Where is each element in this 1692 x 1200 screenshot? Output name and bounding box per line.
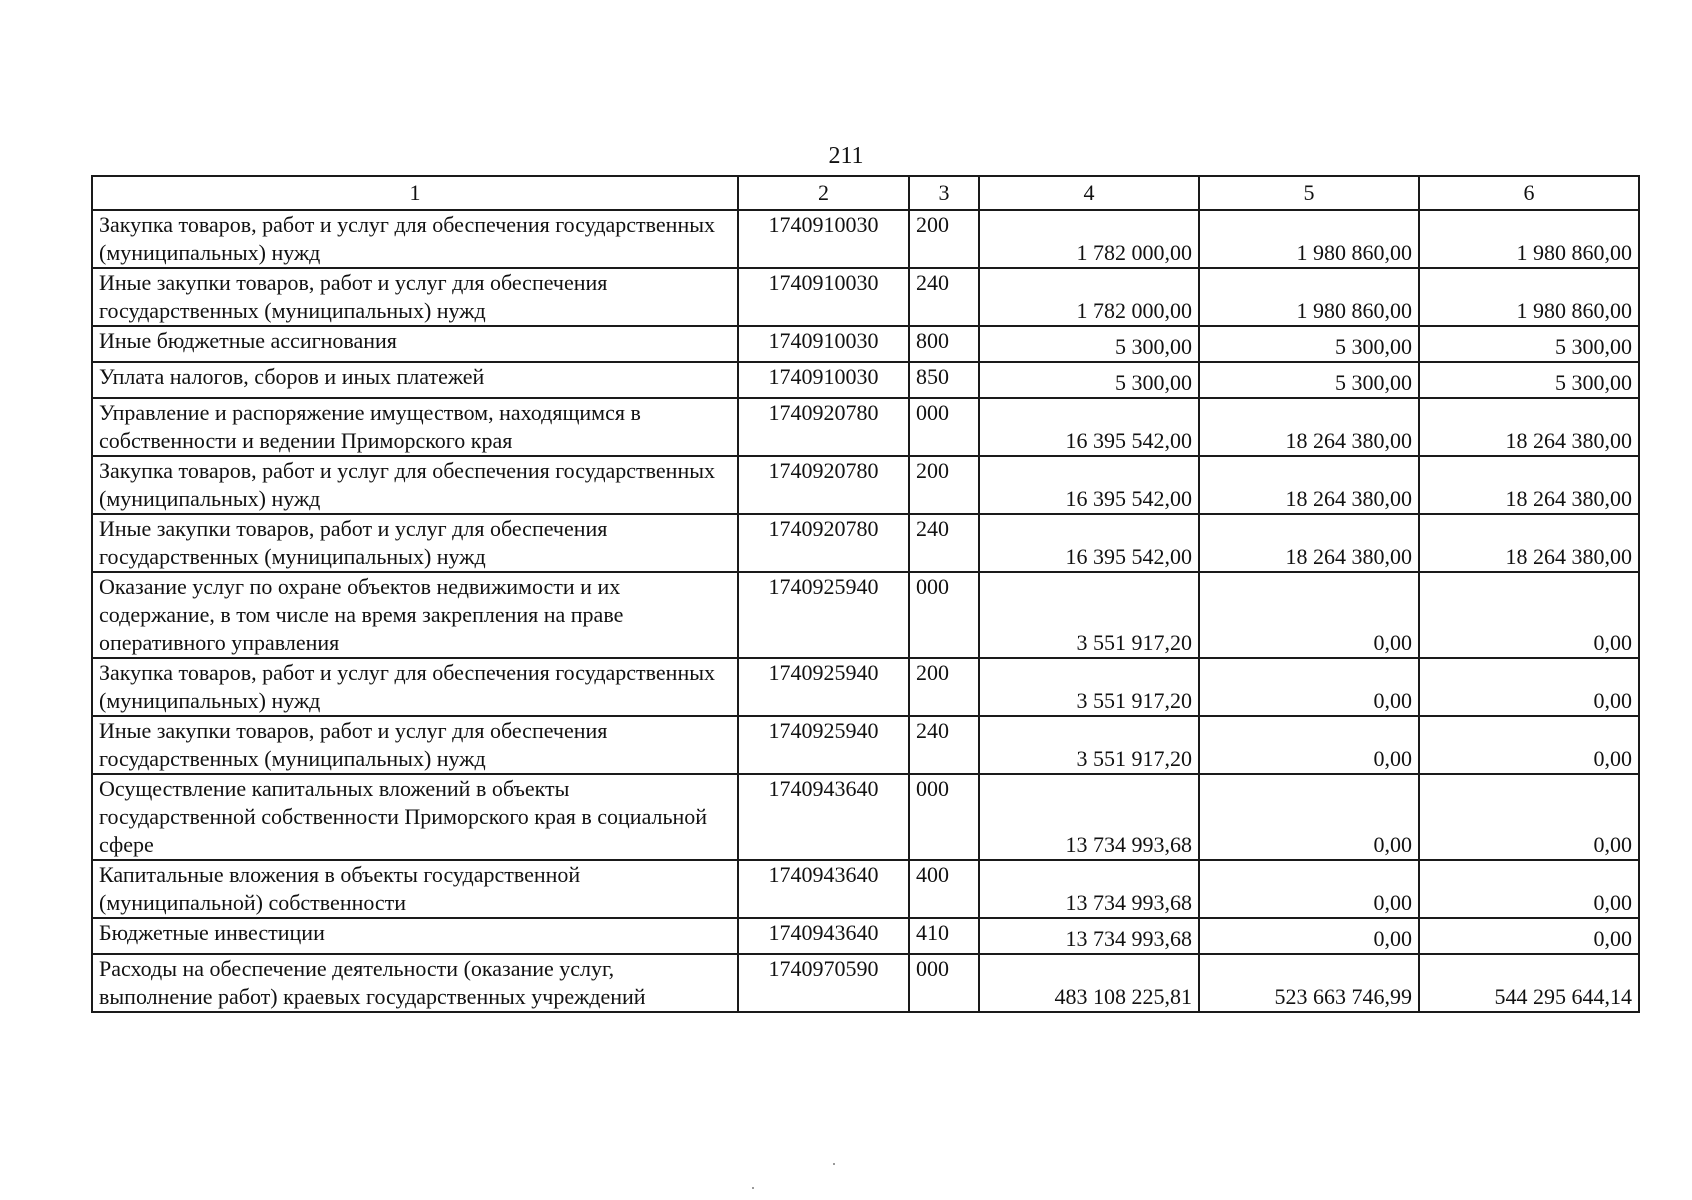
expense-name-cell: Закупка товаров, работ и услуг для обеспечения государственных (муниципальных) нужд — [92, 456, 738, 514]
expense-name-cell: Уплата налогов, сборов и иных платежей — [92, 362, 738, 398]
expense-type-code-cell: 240 — [909, 514, 979, 572]
amount-col5-cell: 0,00 — [1199, 918, 1419, 954]
amount-col4-cell: 1 782 000,00 — [979, 268, 1199, 326]
amount-col5-cell: 0,00 — [1199, 572, 1419, 658]
target-article-code-cell: 1740925940 — [738, 716, 909, 774]
amount-col5-cell: 0,00 — [1199, 716, 1419, 774]
amount-col6-cell: 1 980 860,00 — [1419, 268, 1639, 326]
budget-table — [91, 175, 1640, 1013]
target-article-code-cell: 1740943640 — [738, 918, 909, 954]
expense-type-code-cell: 800 — [909, 326, 979, 362]
table-header-row — [92, 176, 1639, 210]
amount-col5-cell: 0,00 — [1199, 774, 1419, 860]
scan-speck — [833, 1163, 835, 1165]
table-row — [92, 514, 1639, 572]
amount-col6-cell: 5 300,00 — [1419, 362, 1639, 398]
amount-col6-cell: 0,00 — [1419, 860, 1639, 918]
amount-col6-cell: 18 264 380,00 — [1419, 398, 1639, 456]
amount-col6-cell: 0,00 — [1419, 918, 1639, 954]
expense-type-code-cell: 400 — [909, 860, 979, 918]
column-header: 5 — [1199, 176, 1419, 210]
amount-col4-cell: 13 734 993,68 — [979, 774, 1199, 860]
table-row — [92, 398, 1639, 456]
table-row — [92, 860, 1639, 918]
expense-name-cell: Иные закупки товаров, работ и услуг для обеспечения государственных (муниципальных) нужд — [92, 514, 738, 572]
amount-col5-cell: 18 264 380,00 — [1199, 398, 1419, 456]
target-article-code-cell: 1740925940 — [738, 658, 909, 716]
expense-name-cell: Осуществление капитальных вложений в объекты государственной собственности Приморского края в социальной сфере — [92, 774, 738, 860]
amount-col6-cell: 5 300,00 — [1419, 326, 1639, 362]
target-article-code-cell: 1740910030 — [738, 362, 909, 398]
target-article-code-cell: 1740943640 — [738, 774, 909, 860]
column-header: 6 — [1419, 176, 1639, 210]
amount-col4-cell: 1 782 000,00 — [979, 210, 1199, 268]
expense-name-cell: Иные бюджетные ассигнования — [92, 326, 738, 362]
amount-col5-cell: 5 300,00 — [1199, 326, 1419, 362]
amount-col6-cell: 18 264 380,00 — [1419, 514, 1639, 572]
amount-col5-cell: 5 300,00 — [1199, 362, 1419, 398]
table-row — [92, 326, 1639, 362]
target-article-code-cell: 1740920780 — [738, 514, 909, 572]
expense-type-code-cell: 200 — [909, 456, 979, 514]
page-number: 211 — [828, 143, 864, 169]
amount-col5-cell: 523 663 746,99 — [1199, 954, 1419, 1012]
amount-col6-cell: 544 295 644,14 — [1419, 954, 1639, 1012]
table-row — [92, 918, 1639, 954]
expense-name-cell: Закупка товаров, работ и услуг для обеспечения государственных (муниципальных) нужд — [92, 210, 738, 268]
expense-name-cell: Управление и распоряжение имуществом, находящимся в собственности и ведении Приморского края — [92, 398, 738, 456]
amount-col4-cell: 5 300,00 — [979, 362, 1199, 398]
target-article-code-cell: 1740910030 — [738, 326, 909, 362]
table-row — [92, 954, 1639, 1012]
expense-type-code-cell: 850 — [909, 362, 979, 398]
amount-col4-cell: 16 395 542,00 — [979, 456, 1199, 514]
amount-col6-cell: 0,00 — [1419, 658, 1639, 716]
expense-type-code-cell: 000 — [909, 774, 979, 860]
table-row — [92, 658, 1639, 716]
target-article-code-cell: 1740920780 — [738, 398, 909, 456]
table-row — [92, 362, 1639, 398]
table-row — [92, 268, 1639, 326]
expense-type-code-cell: 000 — [909, 398, 979, 456]
expense-type-code-cell: 240 — [909, 268, 979, 326]
target-article-code-cell: 1740970590 — [738, 954, 909, 1012]
target-article-code-cell: 1740925940 — [738, 572, 909, 658]
expense-type-code-cell: 410 — [909, 918, 979, 954]
amount-col4-cell: 3 551 917,20 — [979, 572, 1199, 658]
amount-col6-cell: 1 980 860,00 — [1419, 210, 1639, 268]
column-header: 2 — [738, 176, 909, 210]
amount-col4-cell: 3 551 917,20 — [979, 716, 1199, 774]
amount-col5-cell: 18 264 380,00 — [1199, 456, 1419, 514]
scan-speck — [752, 1187, 754, 1189]
amount-col4-cell: 16 395 542,00 — [979, 514, 1199, 572]
column-header: 3 — [909, 176, 979, 210]
expense-name-cell: Иные закупки товаров, работ и услуг для обеспечения государственных (муниципальных) нужд — [92, 716, 738, 774]
target-article-code-cell: 1740943640 — [738, 860, 909, 918]
expense-type-code-cell: 200 — [909, 658, 979, 716]
expense-name-cell: Бюджетные инвестиции — [92, 918, 738, 954]
expense-type-code-cell: 240 — [909, 716, 979, 774]
amount-col4-cell: 13 734 993,68 — [979, 860, 1199, 918]
amount-col5-cell: 1 980 860,00 — [1199, 268, 1419, 326]
amount-col4-cell: 5 300,00 — [979, 326, 1199, 362]
table-row — [92, 716, 1639, 774]
amount-col5-cell: 1 980 860,00 — [1199, 210, 1419, 268]
expense-name-cell: Оказание услуг по охране объектов недвижимости и их содержание, в том числе на время закрепления на праве оперативного управления — [92, 572, 738, 658]
amount-col6-cell: 18 264 380,00 — [1419, 456, 1639, 514]
table-row — [92, 774, 1639, 860]
amount-col5-cell: 0,00 — [1199, 860, 1419, 918]
expense-type-code-cell: 000 — [909, 954, 979, 1012]
amount-col4-cell: 16 395 542,00 — [979, 398, 1199, 456]
column-header: 4 — [979, 176, 1199, 210]
amount-col6-cell: 0,00 — [1419, 572, 1639, 658]
expense-name-cell: Расходы на обеспечение деятельности (оказание услуг, выполнение работ) краевых государственных учреждений — [92, 954, 738, 1012]
target-article-code-cell: 1740910030 — [738, 268, 909, 326]
expense-name-cell: Иные закупки товаров, работ и услуг для обеспечения государственных (муниципальных) нужд — [92, 268, 738, 326]
expense-type-code-cell: 200 — [909, 210, 979, 268]
amount-col4-cell: 483 108 225,81 — [979, 954, 1199, 1012]
amount-col4-cell: 3 551 917,20 — [979, 658, 1199, 716]
column-header: 1 — [92, 176, 738, 210]
table-row — [92, 210, 1639, 268]
amount-col6-cell: 0,00 — [1419, 774, 1639, 860]
amount-col5-cell: 0,00 — [1199, 658, 1419, 716]
table-row — [92, 456, 1639, 514]
amount-col5-cell: 18 264 380,00 — [1199, 514, 1419, 572]
expense-name-cell: Закупка товаров, работ и услуг для обеспечения государственных (муниципальных) нужд — [92, 658, 738, 716]
table-row — [92, 572, 1639, 658]
expense-name-cell: Капитальные вложения в объекты государственной (муниципальной) собственности — [92, 860, 738, 918]
target-article-code-cell: 1740910030 — [738, 210, 909, 268]
target-article-code-cell: 1740920780 — [738, 456, 909, 514]
amount-col4-cell: 13 734 993,68 — [979, 918, 1199, 954]
expense-type-code-cell: 000 — [909, 572, 979, 658]
amount-col6-cell: 0,00 — [1419, 716, 1639, 774]
